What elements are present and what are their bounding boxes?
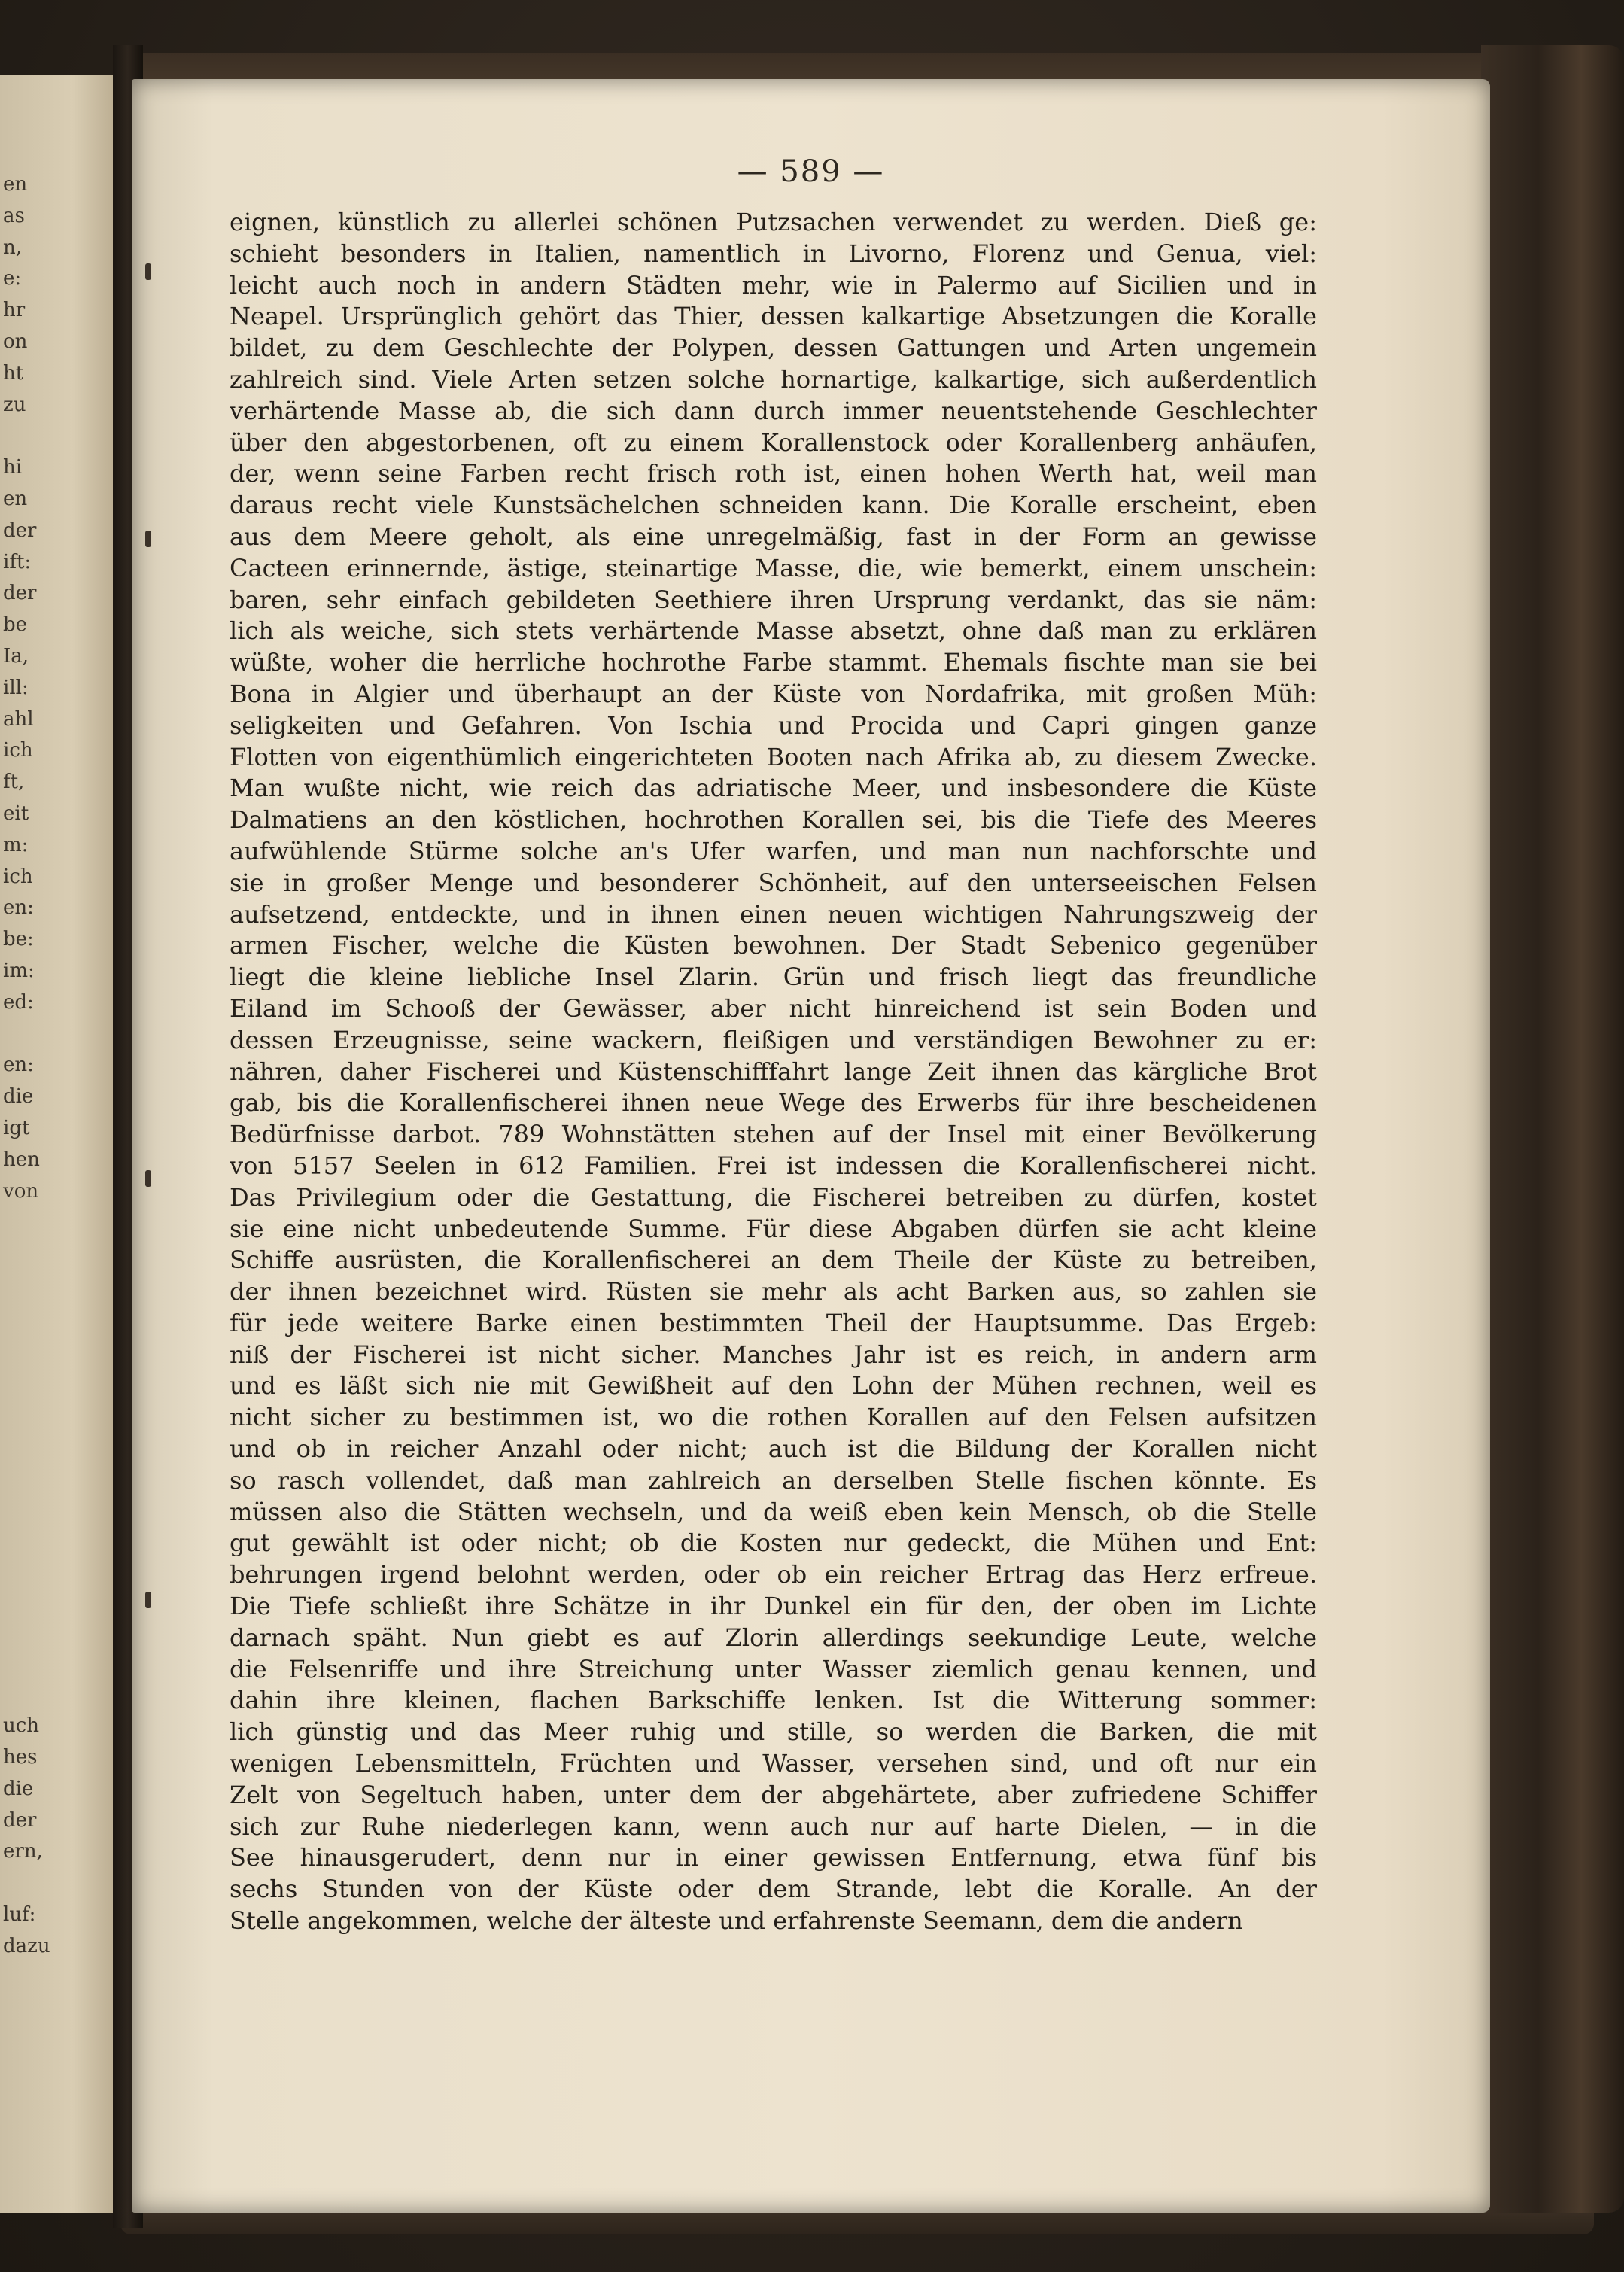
text-line: der, wenn seine Farben recht frisch roth ist, einen hohen Werth hat, weil man [230,459,1317,488]
text-line: behrungen irgend belohnt werden, oder ob ein reicher Ertrag das Herz erfreue. [230,1560,1317,1589]
previous-page-fragment: ich [3,739,33,762]
text-line: für jede weitere Barke einen bestimmten Theil der Hauptsumme. Das Ergeb: [230,1308,1317,1337]
text-line: baren, sehr einfach gebildeten Seethiere ihren Ursprung verdankt, das sie näm: [230,585,1317,614]
previous-page-fragment: en: [3,896,34,920]
previous-page-fragment: ahl [3,707,34,731]
text-line: daraus recht viele Kunstsächelchen schneiden kann. Die Koralle erscheint, eben [230,491,1317,520]
previous-page-fragment: uch [3,1714,40,1738]
text-line: sie eine nicht unbedeutende Summe. Für diese Abgaben dürfen sie acht kleine [230,1214,1317,1243]
text-line: aufwühlende Stürme solche an's Ufer warfen, und man nun nachforschte und [230,836,1317,865]
text-line: wenigen Lebensmitteln, Früchten und Wasser, versehen sind, und oft nur ein [230,1749,1317,1778]
previous-page-fragment: hes [3,1746,38,1769]
text-line: seligkeiten und Gefahren. Von Ischia und Procida und Capri gingen ganze [230,710,1317,740]
text-line: See hinausgerudert, denn nur in einer gewissen Entfernung, etwa fünf bis [230,1843,1317,1872]
previous-page-fragment: m: [3,833,29,856]
text-line: gab, bis die Korallenfischerei ihnen neue Wege des Erwerbs für ihre bescheidenen [230,1088,1317,1118]
text-line: Bona in Algier und überhaupt an der Küste von Nordafrika, mit großen Müh: [230,679,1317,708]
previous-page-fragment: ich [3,865,33,888]
text-line: eignen, künstlich zu allerlei schönen Putzsachen verwendet zu werden. Dieß ge: [230,208,1317,236]
previous-page-fragment: ed: [3,990,34,1014]
text-line: Stelle angekommen, welche der älteste und erfahrenste Seemann, dem die andern [230,1906,1243,1936]
previous-page-fragment: igt [3,1117,30,1139]
previous-page-fragment: zu [3,393,26,416]
text-line: Cacteen erinnernde, ästige, steinartige Masse, die, wie bemerkt, einem unschein: [230,553,1317,582]
previous-page-fragment: ht [3,361,24,385]
previous-page-fragment: dazu [3,1934,50,1957]
previous-page-fragment: ift: [3,550,32,573]
text-line: dahin ihre kleinen, flachen Barkschiffe lenken. Ist die Witterung sommer: [230,1686,1317,1715]
previous-page-fragment: hr [3,299,26,322]
text-line: zahlreich sind. Viele Arten setzen solche hornartige, kalkartige, sich außerdentlich [230,364,1317,394]
text-line: und es läßt sich nie mit Gewißheit auf den Lohn der Mühen rechnen, weil es [230,1371,1317,1401]
previous-page-fragment: ft, [3,771,25,794]
previous-page-fragment: der [3,1808,37,1832]
text-line: nicht sicher zu bestimmen ist, wo die rothen Korallen auf den Felsen aufsitzen [230,1403,1317,1432]
previous-page-fragment: die [3,1085,34,1109]
previous-page-fragment: en: [3,1054,34,1077]
previous-page-fragment: eit [3,802,29,825]
binding-thread-mark [145,1170,151,1187]
text-line: nähren, daher Fischerei und Küstenschifffahrt lange Zeit ihnen das kärgliche Brot [230,1057,1317,1086]
text-line: Das Privilegium oder die Gestattung, die Fischerei betreiben zu dürfen, kostet [230,1182,1317,1212]
text-line: von 5157 Seelen in 612 Familien. Frei ist indessen die Korallenfischerei nicht. [230,1151,1317,1180]
text-line: so rasch vollendet, daß man zahlreich an derselben Stelle fischen könnte. Es [230,1465,1317,1495]
text-line: und ob in reicher Anzahl oder nicht; auch ist die Bildung der Korallen nicht [230,1434,1317,1464]
text-line: Eiland im Schooß der Gewässer, aber nicht hinreichend ist sein Boden und [230,993,1317,1023]
text-line: armen Fischer, welche die Küsten bewohnen. Der Stadt Sebenico gegenüber [230,931,1317,960]
previous-page-fragment: be [3,613,28,637]
previous-page-fragment: on [3,330,28,353]
previous-page-fragment: von [3,1179,39,1203]
previous-page-fragment: der [3,519,37,542]
text-line: schieht besonders in Italien, namentlich in Livorno, Florenz und Genua, viel: [230,239,1317,268]
text-line: Neapel. Ursprünglich gehört das Thier, dessen kalkartige Absetzungen die Koralle [230,302,1317,331]
previous-page-fragment: der [3,582,37,605]
binding-thread-mark [145,531,151,547]
previous-page-fragment: luf: [3,1903,36,1926]
text-line: bildet, zu dem Geschlechte der Polypen, dessen Gattungen und Arten ungemein [230,333,1317,363]
previous-page-fragment: n, [3,236,23,259]
text-line: Dalmatiens an den köstlichen, hochrothen Korallen sei, bis die Tiefe des Meeres [230,805,1317,835]
previous-page-fragment: e: [3,267,22,290]
binding-thread-mark [145,1592,151,1608]
previous-page-fragment: en [3,173,28,196]
text-line: die Felsenriffe und ihre Streichung unter Wasser ziemlich genau kennen, und [230,1654,1317,1683]
page-number: — 589 — [737,154,885,189]
previous-page-fragment: im: [3,960,35,982]
previous-page-fragment: ill: [3,676,29,699]
text-line: Die Tiefe schließt ihre Schätze in ihr Dunkel ein für den, der oben im Lichte [230,1592,1317,1621]
text-line: sechs Stunden von der Küste oder dem Strande, lebt die Koralle. An der [230,1875,1317,1904]
text-line: Man wußte nicht, wie reich das adriatische Meer, und insbesondere die Küste [230,774,1317,803]
previous-page-edge [0,75,120,2213]
text-line: gut gewählt ist oder nicht; ob die Kosten nur gedeckt, die Mühen und Ent: [230,1528,1317,1558]
text-line: liegt die kleine liebliche Insel Zlarin. Grün und frisch liegt das freundliche [230,963,1317,992]
previous-page-fragment: hen [3,1148,40,1171]
text-line: müssen also die Stätten wechseln, und da weiß eben kein Mensch, ob die Stelle [230,1497,1317,1526]
text-line: verhärtende Masse ab, die sich dann durch immer neuentstehende Geschlechter [230,396,1317,425]
text-line: niß der Fischerei ist nicht sicher. Manches Jahr ist es reich, in andern arm [230,1340,1317,1369]
text-line: Bedürfnisse darbot. 789 Wohnstätten stehen auf der Insel mit einer Bevölkerung [230,1120,1317,1149]
text-line: aus dem Meere geholt, als eine unregelmäßig, fast in der Form an gewisse [230,522,1317,551]
text-line: über den abgestorbenen, oft zu einem Korallenstock oder Korallenberg anhäufen, [230,427,1317,457]
text-line: wüßte, woher die herrliche hochrothe Farbe stammt. Ehemals fischte man sie bei [230,648,1317,677]
text-line: Schiffe ausrüsten, die Korallenfischerei an dem Theile der Küste zu betreiben, [230,1245,1317,1275]
previous-page-fragment: hi [3,456,23,479]
text-line: darnach späht. Nun giebt es auf Zlorin allerdings seekundige Leute, welche [230,1623,1317,1652]
text-line: dessen Erzeugnisse, seine wackern, fleißigen und verständigen Bewohner zu er: [230,1025,1317,1054]
text-line: der ihnen bezeichnet wird. Rüsten sie mehr als acht Barken aus, so zahlen sie [230,1277,1317,1306]
text-line: aufsetzend, entdeckte, und in ihnen einen neuen wichtigen Nahrungszweig der [230,899,1317,929]
previous-page-fragment: die [3,1777,34,1800]
text-line: lich günstig und das Meer ruhig und stille, so werden die Barken, die mit [230,1717,1317,1747]
binding-thread-mark [145,263,151,280]
text-line: Zelt von Segeltuch haben, unter dem der abgehärtete, aber zufriedene Schiffer [230,1780,1317,1809]
previous-page-fragment: ern, [3,1840,43,1863]
previous-page-fragment: as [3,204,25,227]
book-page [132,79,1490,2213]
text-line: Flotten von eigenthümlich eingerichteten Booten nach Afrika ab, zu diesem Zwecke. [230,742,1317,771]
body-text [230,207,1317,1937]
previous-page-fragment: be: [3,928,34,951]
book-cover-right-edge [1481,45,1624,2213]
text-line: lich als weiche, sich stets verhärtende Masse absetzt, ohne daß man zu erklären [230,616,1317,646]
text-line: sie in großer Menge und besonderer Schönheit, auf den unterseeischen Felsen [230,868,1317,897]
previous-page-fragment: en [3,488,28,510]
previous-page-fragment: Ia, [3,645,29,668]
text-line: leicht auch noch in andern Städten mehr, wie in Palermo auf Sicilien und in [230,270,1317,300]
text-line: sich zur Ruhe niederlegen kann, wenn auch nur auf harte Dielen, — in die [230,1811,1317,1841]
